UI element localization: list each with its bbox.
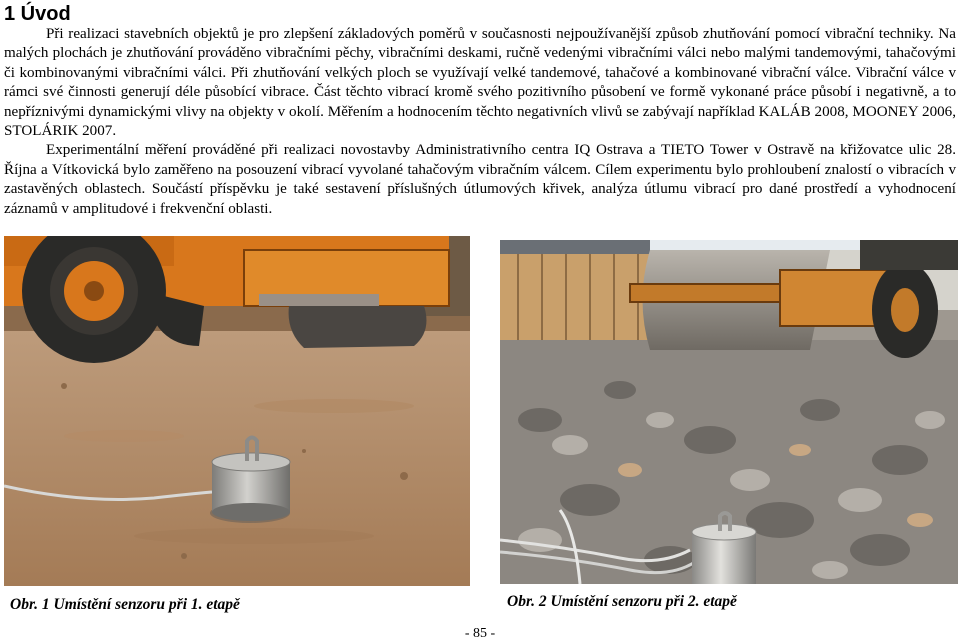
paragraph: Při realizaci stavebních objektů je pro zlepšení základových poměrů v současnosti nejpoužívanější způsob zhutňování pomocí vibrační techniky. Na malých plochách je zhutňování prováděno vibračními pěchy, vibračními deskami, ručně vedenými vibračními válci nebo malými tandemovými, tahačovými či kombinovanými vibračními válci. Při zhutňování velkých ploch se využívají velké tandemové, tahačové a kombinované vibrační válce. Vibrační válce v rámci své činnosti generují déle působící vibrace. Část těchto vibrací kromě svého pozitivního působení ve formě vykonané práce působí i negativně, a to nepříznivými dynamickými vlivy na objekty v okolí. Měřením a hodnocením těchto negativních vlivů se zabývají například KALÁB 2008, MOONEY 2006, STOLÁRIK 2007.	[4, 26, 956, 140]
figure-1-photo	[4, 236, 470, 586]
section-heading: 1 Úvod	[4, 3, 71, 25]
roller-on-soil-illustration	[4, 236, 470, 586]
figure-2-photo	[500, 240, 958, 584]
body-text	[4, 25, 956, 219]
roller-on-gravel-illustration	[500, 240, 958, 584]
paragraph: Experimentální měření prováděné při realizaci novostavby Administrativního centra IQ Ostrava a TIETO Tower v Ostravě na křižovatce ulic 28. Října a Vítkovická bylo zaměřeno na posouzení vibrací vyvolané tahačovým vibračním válcem. Cílem experimentu bylo prohloubení znalostí o vibracích v zastavěných oblastech. Součástí příspěvku je také sestavení příslušných útlumových křivek, analýza útlumu vibrací pro dané prostředí a vyhodnocení záznamů v amplitudové i frekvenční oblasti.	[4, 142, 956, 217]
figure-1-caption: Obr. 1 Umístění senzoru při 1. etapě	[10, 596, 240, 613]
figure-2-caption: Obr. 2 Umístění senzoru při 2. etapě	[507, 593, 737, 610]
page-number: - 85 -	[464, 626, 496, 641]
